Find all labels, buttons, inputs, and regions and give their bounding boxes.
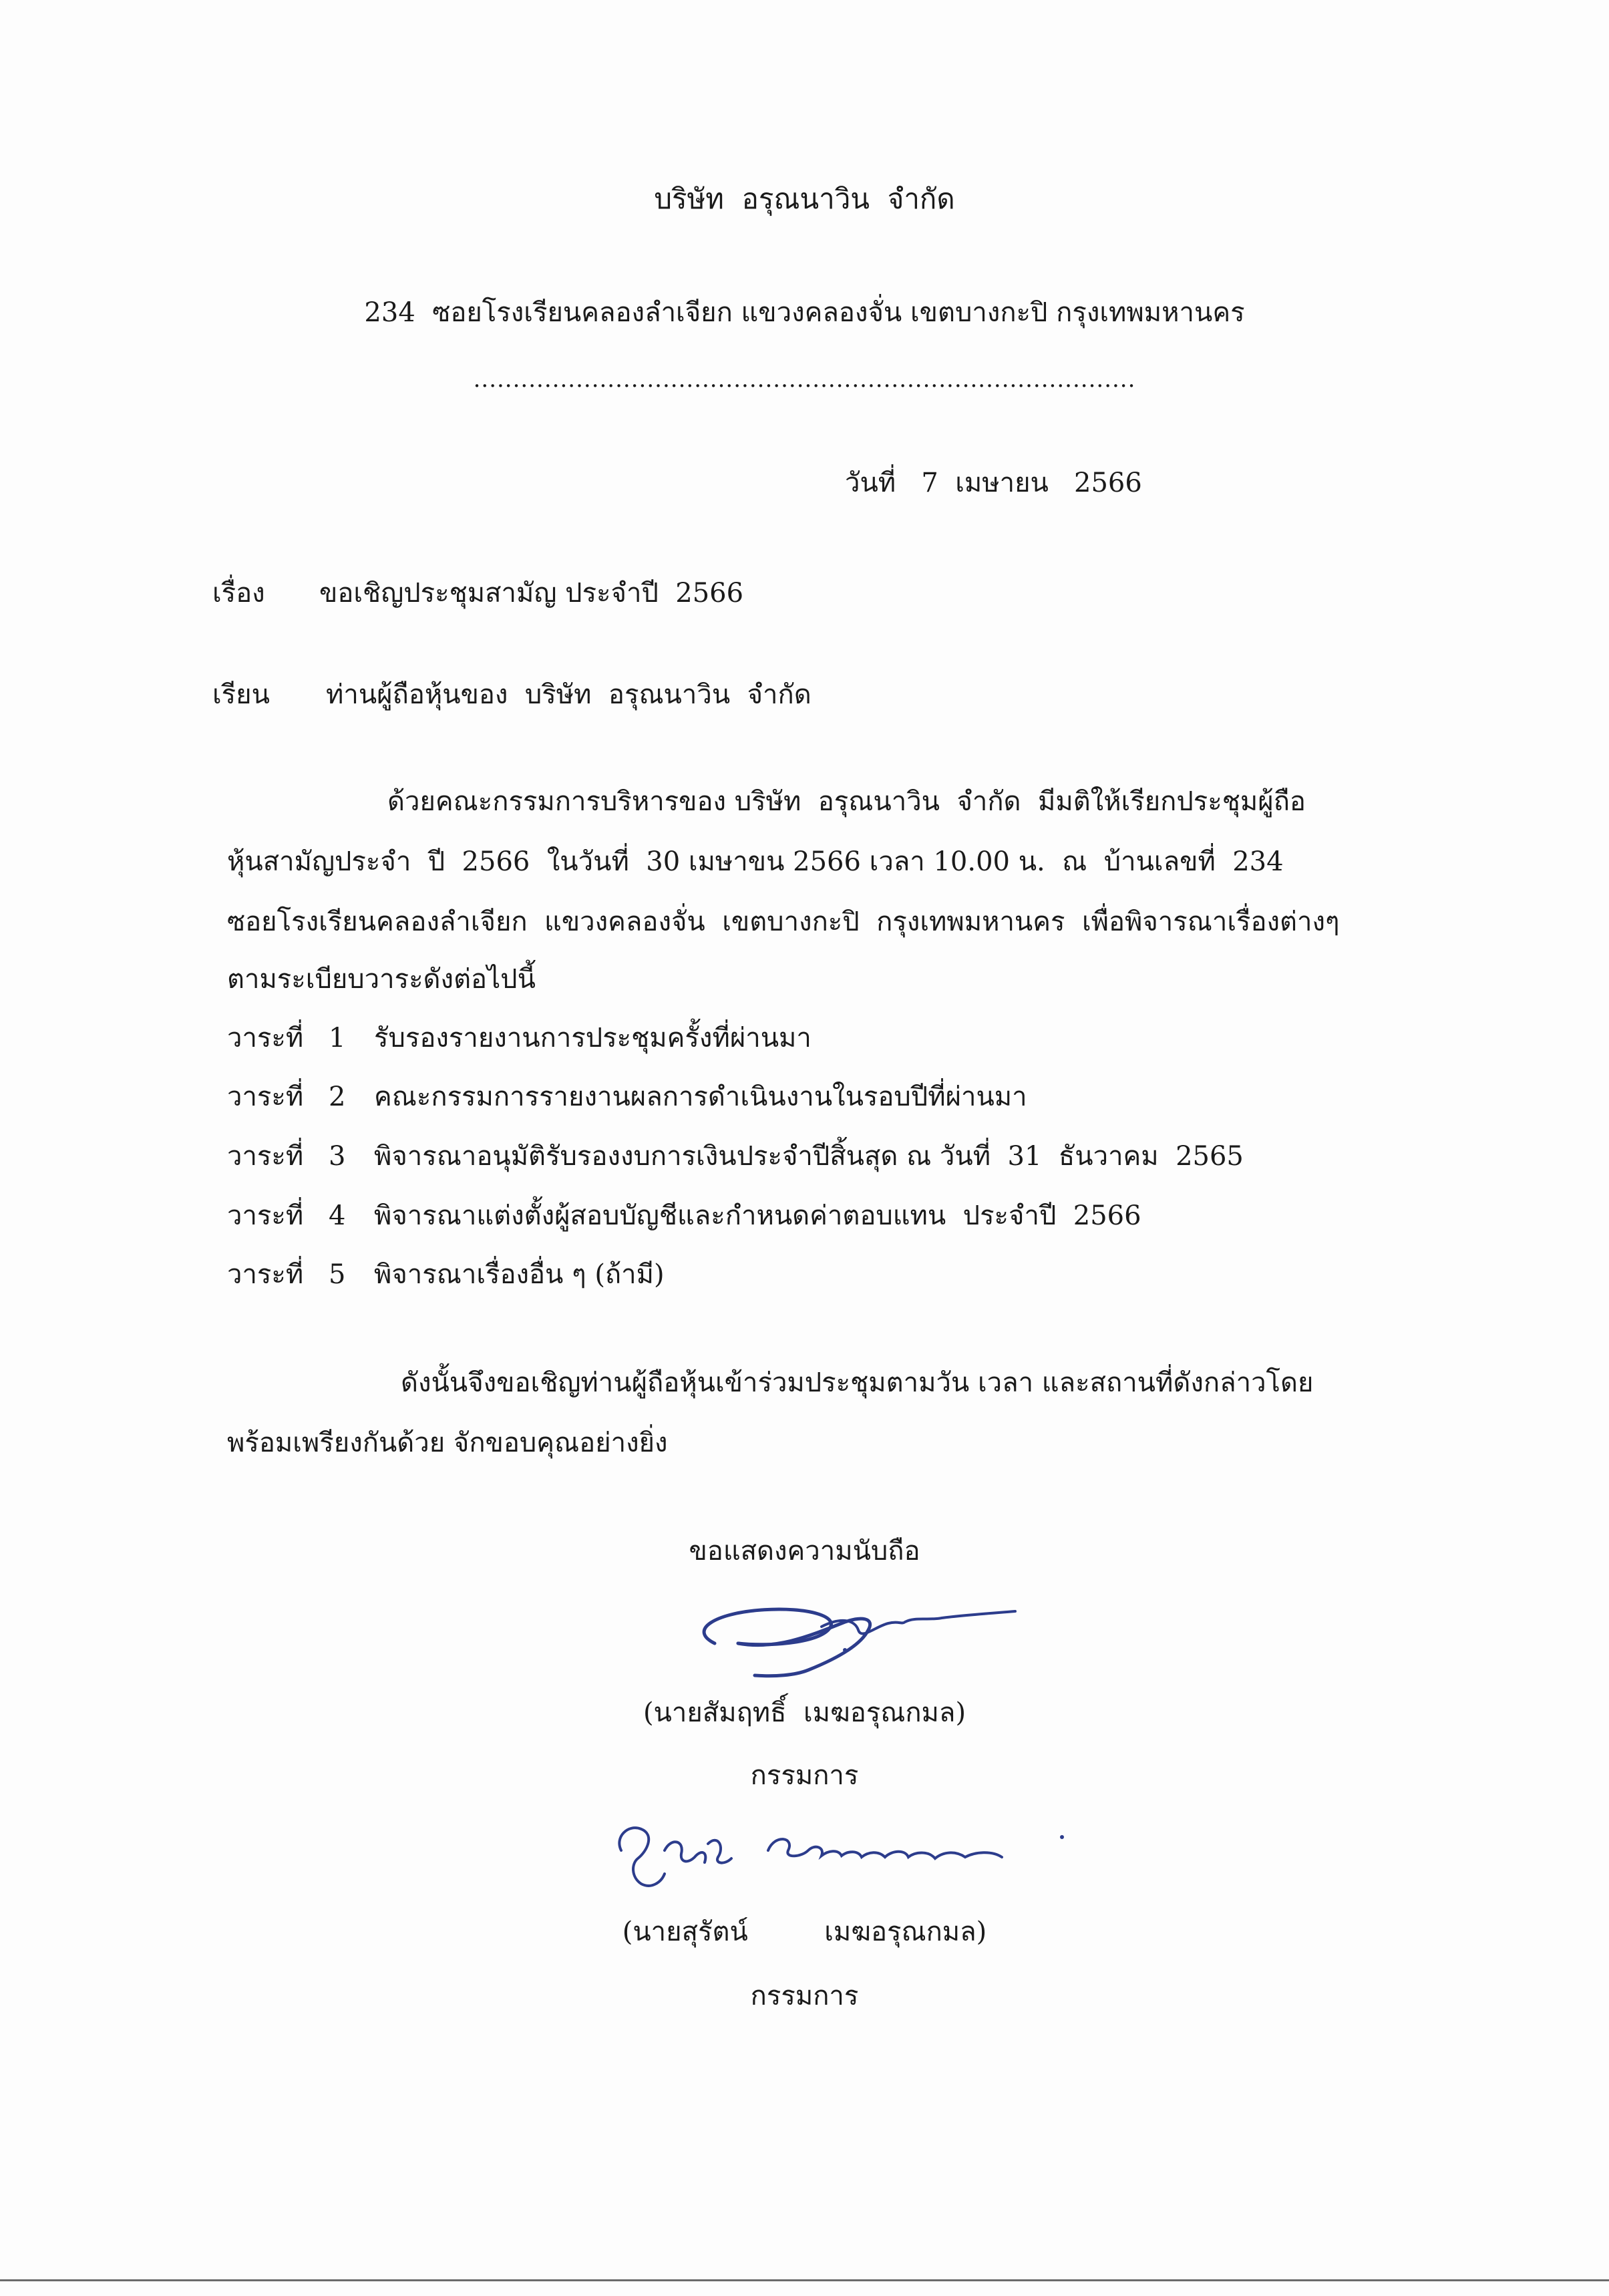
signatory-1-title: กรรมการ	[750, 1760, 859, 1791]
signatory-2-title: กรรมการ	[750, 1981, 859, 2011]
agenda-label: วาระที่	[227, 1200, 304, 1231]
dotted-separator: ....................................................................................	[473, 366, 1136, 393]
company-name: บริษัท อรุณนาวิน จำกัด	[654, 182, 955, 215]
signatory-2-name: (นายสุรัตน์ เมฆอรุณกมล)	[622, 1917, 987, 1947]
agenda-text: คณะกรรมการรายงานผลการดำเนินงานในรอบปีที่ผ่านมา	[374, 1082, 1027, 1112]
closing-line-1: ดังนั้นจึงขอเชิญท่านผู้ถือหุ้นเข้าร่วมประชุมตามวัน เวลา และสถานที่ดังกล่าวโดย	[401, 1367, 1314, 1398]
subject-label: เรื่อง	[212, 578, 265, 609]
company-address: 234 ซอยโรงเรียนคลองลำเจียก แขวงคลองจั่น เขตบางกะปิ กรุงเทพมหานคร	[364, 297, 1245, 328]
regards-text: ขอแสดงความนับถือ	[689, 1536, 920, 1567]
body-line-4: ตามระเบียบวาระดังต่อไปนี้	[227, 964, 536, 995]
agenda-text: รับรองรายงานการประชุมครั้งที่ผ่านมา	[374, 1023, 812, 1053]
body-line-1: ด้วยคณะกรรมการบริหารของ บริษัท อรุณนาวิน จำกัด มีมติให้เรียกประชุมผู้ถือ	[387, 786, 1306, 817]
closing-line-2: พร้อมเพรียงกันด้วย จักขอบคุณอย่างยิ่ง	[227, 1428, 668, 1458]
scan-bottom-edge	[0, 2279, 1609, 2281]
signatory-1-name: (นายสัมฤทธิ์ เมฆอรุณกมล)	[643, 1697, 966, 1728]
agenda-label: วาระที่	[227, 1259, 304, 1290]
agenda-number: 5	[329, 1259, 346, 1290]
subject-text: ขอเชิญประชุมสามัญ ประจำปี 2566	[319, 578, 744, 609]
agenda-text: พิจารณาแต่งตั้งผู้สอบบัญชีและกำหนดค่าตอบแทน ประจำปี 2566	[374, 1200, 1141, 1231]
agenda-label: วาระที่	[227, 1141, 304, 1172]
agenda-number: 2	[329, 1082, 346, 1112]
body-line-2: หุ้นสามัญประจำ ปี 2566 ในวันที่ 30 เมษาขน 2566 เวลา 10.00 น. ณ บ้านเลขที่ 234	[227, 846, 1284, 877]
recipient-label: เรียน	[212, 679, 270, 710]
agenda-label: วาระที่	[227, 1023, 304, 1053]
agenda-text: พิจารณาอนุมัติรับรองงบการเงินประจำปีสิ้นสุด ณ วันที่ 31 ธันวาคม 2565	[374, 1141, 1244, 1172]
body-line-3: ซอยโรงเรียนคลองลำเจียก แขวงคลองจั่น เขตบางกะปิ กรุงเทพมหานคร เพื่อพิจารณาเรื่องต่างๆ	[227, 907, 1340, 937]
signature-2-image	[601, 1810, 1082, 1897]
agenda-number: 3	[329, 1141, 346, 1172]
agenda-text: พิจารณาเรื่องอื่น ๆ (ถ้ามี)	[374, 1259, 665, 1290]
signature-1-image	[675, 1577, 1049, 1683]
agenda-number: 1	[329, 1023, 346, 1053]
agenda-number: 4	[329, 1200, 346, 1231]
recipient-text: ท่านผู้ถือหุ้นของ บริษัท อรุณนาวิน จำกัด	[326, 679, 812, 710]
letter-date: วันที่ 7 เมษายน 2566	[845, 468, 1142, 498]
agenda-label: วาระที่	[227, 1082, 304, 1112]
